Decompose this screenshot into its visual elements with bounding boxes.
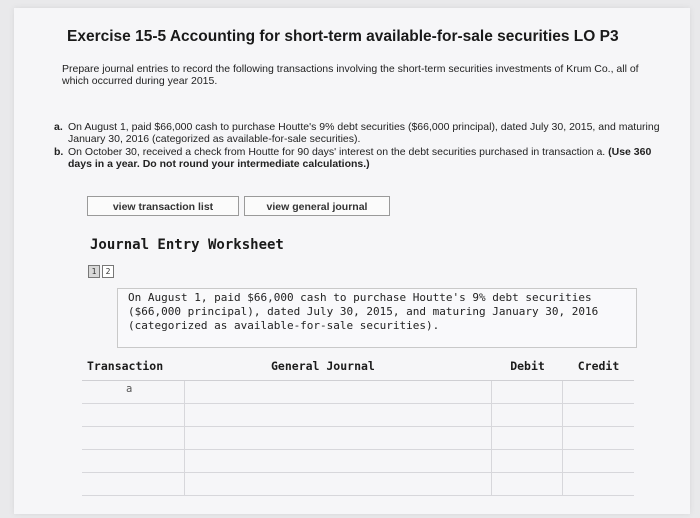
debit-cell[interactable] bbox=[492, 450, 563, 472]
exercise-title: Exercise 15-5 Accounting for short-term available-for-sale securities LO P3 bbox=[67, 28, 619, 45]
credit-cell[interactable] bbox=[563, 404, 634, 426]
table-row bbox=[82, 427, 634, 450]
debit-cell[interactable] bbox=[492, 473, 563, 495]
view-transaction-list-button[interactable]: view transaction list bbox=[87, 196, 239, 216]
worksheet-pager bbox=[88, 265, 116, 278]
page-1-button[interactable]: 1 bbox=[88, 265, 100, 278]
item-text: On August 1, paid $66,000 cash to purchase Houtte's 9% debt securities ($66,000 principal), dated July 30, 2015, and maturing January 30, 2016 (categorized as available-for-sale securities). bbox=[68, 121, 660, 145]
worksheet-title: Journal Entry Worksheet bbox=[90, 237, 284, 253]
transaction-item-a bbox=[54, 121, 664, 145]
account-cell[interactable] bbox=[185, 404, 492, 426]
credit-cell[interactable] bbox=[563, 381, 634, 403]
transaction-cell bbox=[82, 427, 185, 449]
table-header bbox=[82, 352, 634, 381]
transaction-cell bbox=[82, 404, 185, 426]
transaction-list bbox=[54, 121, 664, 171]
debit-cell[interactable] bbox=[492, 427, 563, 449]
view-general-journal-button[interactable]: view general journal bbox=[244, 196, 390, 216]
column-credit: Credit bbox=[577, 359, 620, 373]
column-transaction: Transaction bbox=[87, 359, 164, 373]
credit-cell[interactable] bbox=[563, 450, 634, 472]
transaction-cell bbox=[82, 450, 185, 472]
credit-cell[interactable] bbox=[563, 427, 634, 449]
account-cell[interactable] bbox=[185, 427, 492, 449]
table-row bbox=[82, 473, 634, 496]
account-cell[interactable] bbox=[185, 450, 492, 472]
transaction-cell: a bbox=[82, 381, 185, 403]
table-row bbox=[82, 450, 634, 473]
transaction-cell bbox=[82, 473, 185, 495]
account-cell[interactable] bbox=[185, 473, 492, 495]
column-debit: Debit bbox=[510, 359, 545, 373]
table-row bbox=[82, 381, 634, 404]
column-general-journal: General Journal bbox=[271, 359, 375, 373]
item-marker: b. bbox=[54, 146, 64, 158]
view-buttons bbox=[87, 196, 395, 216]
journal-table bbox=[82, 352, 634, 494]
credit-cell[interactable] bbox=[563, 473, 634, 495]
exercise-instructions: Prepare journal entries to record the following transactions involving the short-term securities investments of Krum Co., all of which occurred during year 2015. bbox=[62, 63, 639, 87]
debit-cell[interactable] bbox=[492, 404, 563, 426]
debit-cell[interactable] bbox=[492, 381, 563, 403]
item-text: On October 30, received a check from Houtte for 90 days' interest on the debt securities purchased in transaction a. (Use 360 days in a year. Do not round your intermediate calculations.) bbox=[68, 146, 652, 170]
page-2-button[interactable]: 2 bbox=[102, 265, 114, 278]
item-marker: a. bbox=[54, 121, 63, 133]
account-cell[interactable] bbox=[185, 381, 492, 403]
table-row bbox=[82, 404, 634, 427]
transaction-item-b bbox=[54, 146, 664, 170]
entry-description: On August 1, paid $66,000 cash to purchase Houtte's 9% debt securities ($66,000 principal), dated July 30, 2015, and maturing January 30, 2016 (categorized as available-for-sale securities). bbox=[117, 288, 637, 348]
